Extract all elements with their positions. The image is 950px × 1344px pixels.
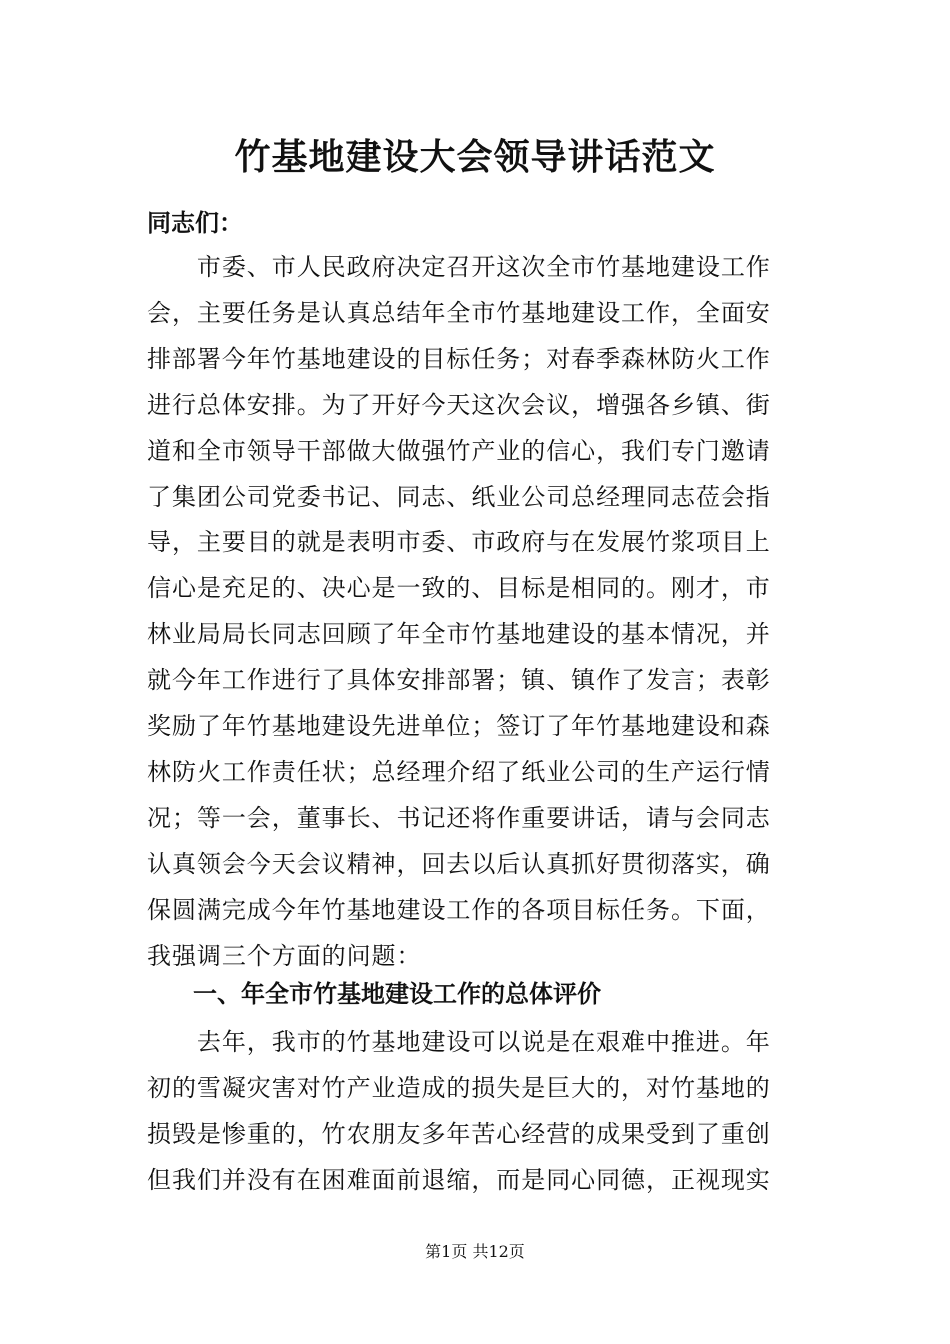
text-line: 导，主要目的就是表明市委、市政府与在发展竹浆项目上: [147, 528, 771, 557]
text-line: 信心是充足的、决心是一致的、目标是相同的。刚才，市: [147, 574, 771, 603]
text-line: 了集团公司党委书记、同志、纸业公司总经理同志莅会指: [147, 482, 771, 511]
text-line: 就今年工作进行了具体安排部署；镇、镇作了发言；表彰: [147, 666, 771, 695]
greeting: 同志们：: [147, 209, 243, 237]
text-line: 我强调三个方面的问题：: [147, 941, 422, 970]
section-heading: 一、年全市竹基地建设工作的总体评价: [193, 980, 601, 1008]
text-line: 会，主要任务是认真总结年全市竹基地建设工作，全面安: [147, 298, 771, 327]
document-title: 竹基地建设大会领导讲话范文: [234, 136, 716, 178]
paragraph-1: [147, 245, 807, 980]
text-line: 保圆满完成今年竹基地建设工作的各项目标任务。下面，: [147, 895, 771, 924]
page-footer: 第1页 共12页: [425, 1242, 525, 1261]
text-line: 排部署今年竹基地建设的目标任务；对春季森林防火工作: [147, 344, 771, 373]
text-line: 损毁是惨重的，竹农朋友多年苦心经营的成果受到了重创: [147, 1119, 771, 1148]
text-line: 林防火工作责任状；总经理介绍了纸业公司的生产运行情: [147, 757, 771, 786]
text-line: 认真领会今天会议精神，回去以后认真抓好贯彻落实，确: [147, 849, 771, 878]
text-line: 市委、市人民政府决定召开这次全市竹基地建设工作: [147, 253, 771, 281]
text-line: 林业局局长同志回顾了年全市竹基地建设的基本情况，并: [147, 620, 771, 649]
text-line: 去年，我市的竹基地建设可以说是在艰难中推进。年: [147, 1028, 771, 1056]
text-line: 初的雪凝灾害对竹产业造成的损失是巨大的，对竹基地的: [147, 1073, 771, 1102]
paragraph-2: [147, 1020, 807, 1204]
text-line: 况；等一会，董事长、书记还将作重要讲话，请与会同志: [147, 803, 771, 832]
text-line: 道和全市领导干部做大做强竹产业的信心，我们专门邀请: [147, 436, 771, 465]
text-line: 但我们并没有在困难面前退缩，而是同心同德，正视现实: [147, 1165, 771, 1194]
text-line: 进行总体安排。为了开好今天这次会议，增强各乡镇、街: [147, 390, 771, 419]
text-line: 奖励了年竹基地建设先进单位；签订了年竹基地建设和森: [147, 712, 771, 741]
